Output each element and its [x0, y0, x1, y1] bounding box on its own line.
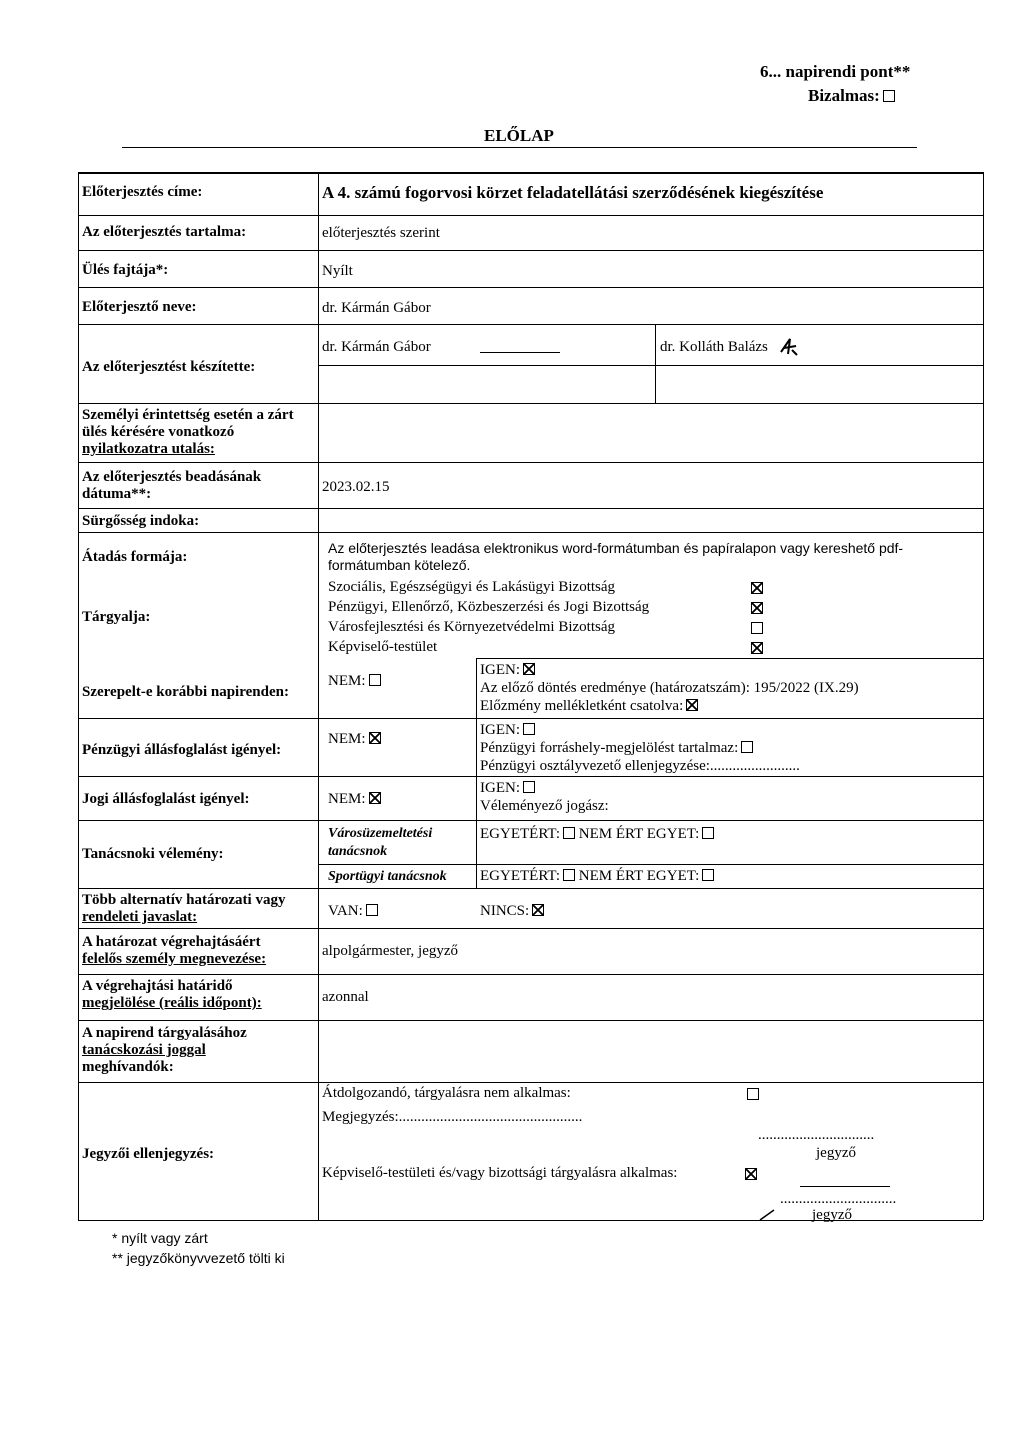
table-left-border	[78, 172, 79, 1220]
row-divider	[318, 864, 983, 865]
jogi-details: IGEN: Véleményező jogász:	[480, 780, 609, 814]
row-divider	[78, 1082, 983, 1083]
disagree-checkbox[interactable]	[702, 827, 714, 839]
tobb-van: VAN:	[328, 902, 378, 920]
ules-label: Ülés fajtája*:	[82, 262, 169, 278]
row-divider	[318, 365, 983, 366]
penzugyi-nem: NEM:	[328, 730, 381, 748]
jogi-nem: NEM:	[328, 790, 381, 808]
agenda-point: 6... napirendi pont**	[760, 62, 911, 81]
row-divider	[78, 462, 983, 463]
row-divider	[78, 215, 983, 216]
committee-item: Szociális, Egészségügyi és Lakásügyi Bizottság	[328, 579, 616, 595]
felelos-value: alpolgármester, jegyző	[322, 943, 459, 959]
van-checkbox[interactable]	[366, 904, 378, 916]
row-divider	[476, 658, 983, 659]
eloterjeszto-label: Előterjesztő neve:	[82, 299, 197, 315]
szerepelt-nem: NEM:	[328, 672, 381, 690]
atadas-label: Átadás formája:	[82, 549, 188, 565]
row-divider	[78, 776, 983, 777]
committee-checkbox[interactable]	[751, 622, 763, 634]
disagree-checkbox[interactable]	[702, 869, 714, 881]
signature-mark	[778, 336, 800, 358]
penzugyi-label: Pénzügyi állásfoglalást igényel:	[82, 742, 282, 758]
row-divider	[78, 718, 983, 719]
jegyzoi-alkalmas: Képviselő-testületi és/vagy bizottsági tárgyalásra alkalmas:	[322, 1165, 678, 1181]
surgosseg-label: Sürgősség indoka:	[82, 513, 200, 529]
row-divider	[78, 324, 983, 325]
nem-checkbox[interactable]	[369, 792, 381, 804]
committee-item: Városfejlesztési és Környezetvédelmi Bizottság	[328, 619, 615, 635]
tartalma-value: előterjesztés szerint	[322, 225, 440, 241]
igen-checkbox[interactable]	[523, 781, 535, 793]
table-right-border	[983, 172, 984, 1220]
committee-checkbox[interactable]	[751, 602, 763, 614]
confidential-checkbox[interactable]	[883, 90, 895, 102]
tartalma-label: Az előterjesztés tartalma:	[82, 224, 247, 240]
cime-label: Előterjesztés címe:	[82, 184, 203, 200]
tanacsnok-sportugyi: Sportügyi tanácsnok	[328, 869, 447, 884]
tanacsnok-varosuzemeltetesi: Városüzemeltetési tanácsnok	[328, 826, 433, 859]
tobb-label: Több alternatív határozati vagy rendeleti javaslat:	[82, 892, 286, 925]
jegyzoi-label: Jegyzői ellenjegyzés:	[82, 1146, 215, 1162]
jogi-label: Jogi állásfoglalást igényel:	[82, 791, 250, 807]
footnote-2: ** jegyzőkönyvvezető tölti ki	[112, 1250, 285, 1266]
tobb-nincs: NINCS:	[480, 902, 544, 920]
ules-value: Nyílt	[322, 263, 353, 279]
committee-list	[328, 578, 738, 658]
alkalmas-checkbox[interactable]	[745, 1168, 757, 1180]
row-divider	[78, 403, 983, 404]
signature-dots-2: ...............................	[780, 1191, 897, 1207]
tanacsnok-2-opinion: EGYETÉRT: NEM ÉRT EGYET:	[480, 867, 714, 885]
row-divider	[78, 820, 983, 821]
footnote-1: * nyílt vagy zárt	[112, 1230, 208, 1246]
tanacsnok-1-opinion: EGYETÉRT: NEM ÉRT EGYET:	[480, 825, 714, 843]
atdolgozando-checkbox[interactable]	[747, 1088, 759, 1100]
funding-checkbox[interactable]	[741, 741, 753, 753]
committee-item: Képviselő-testület	[328, 639, 438, 655]
row-divider	[78, 928, 983, 929]
jegyzoi-atdolgozando: Átdolgozandó, tárgyalásra nem alkalmas:	[322, 1085, 571, 1101]
row-divider	[78, 508, 983, 509]
hatarido-label: A végrehajtási határidő megjelölése (reális időpont):	[82, 978, 262, 1011]
targyalja-label: Tárgyalja:	[82, 609, 151, 625]
keszitette-value-2: dr. Kolláth Balázs	[660, 339, 768, 355]
atadas-value: Az előterjesztés leadása elektronikus word-formátumban és papíralapon vagy kereshető pdf- formátumban kötelező.	[328, 540, 904, 573]
tanacsnoki-label: Tanácsnoki vélemény:	[82, 846, 224, 862]
beadas-label: Az előterjesztés beadásának dátuma**:	[82, 469, 262, 502]
beadas-value: 2023.02.15	[322, 479, 390, 495]
attachment-checkbox[interactable]	[686, 699, 698, 711]
nem-checkbox[interactable]	[369, 674, 381, 686]
row-divider	[78, 250, 983, 251]
agree-checkbox[interactable]	[563, 869, 575, 881]
page-title: ELŐLAP	[484, 126, 554, 145]
signature-dots-1: ...............................	[758, 1127, 875, 1143]
confidential-label: Bizalmas:	[808, 86, 895, 106]
szerepelt-details: IGEN: Az előző döntés eredménye (határozatszám): 195/2022 (IX.29) Előzmény mellékletként csatolva:	[480, 662, 859, 714]
row-divider	[78, 532, 983, 533]
eloterjeszto-value: dr. Kármán Gábor	[322, 300, 431, 316]
meghivandok-label: A napirend tárgyalásához tanácskozási joggal meghívandók:	[82, 1025, 247, 1075]
agree-checkbox[interactable]	[563, 827, 575, 839]
igen-checkbox[interactable]	[523, 723, 535, 735]
signature-line	[800, 1186, 890, 1187]
row-divider	[78, 974, 983, 975]
column-divider	[655, 324, 656, 403]
keszitette-value-1: dr. Kármán Gábor	[322, 339, 431, 355]
jegyzoi-megjegyzes: Megjegyzés:.................................................	[322, 1109, 583, 1125]
row-divider	[78, 1020, 983, 1021]
nincs-checkbox[interactable]	[532, 904, 544, 916]
signature-line	[480, 352, 560, 353]
signature-label-1: jegyző	[816, 1145, 856, 1161]
keszitette-label: Az előterjesztést készítette:	[82, 359, 256, 375]
column-divider	[476, 658, 477, 888]
szemelyi-label: Személyi érintettség esetén a zárt ülés kérésére vonatkozó nyilatkozatra utalás:	[82, 407, 294, 457]
igen-checkbox[interactable]	[523, 663, 535, 675]
row-divider	[78, 287, 983, 288]
committee-checkbox[interactable]	[751, 582, 763, 594]
signature-stroke	[758, 1208, 778, 1222]
title-divider	[122, 147, 917, 148]
table-top-border	[78, 172, 983, 174]
cime-value: A 4. számú fogorvosi körzet feladatellátási szerződésének kiegészítése	[322, 183, 824, 202]
hatarido-value: azonnal	[322, 989, 369, 1005]
signature-label-2: jegyző	[812, 1207, 852, 1223]
row-divider	[78, 888, 983, 889]
nem-checkbox[interactable]	[369, 732, 381, 744]
penzugyi-details: IGEN: Pénzügyi forráshely-megjelölést tartalmaz: Pénzügyi osztályvezető ellenjegyzése:........................	[480, 722, 800, 774]
committee-checkbox[interactable]	[751, 642, 763, 654]
szerepelt-label: Szerepelt-e korábbi napirenden:	[82, 684, 289, 700]
column-divider	[318, 172, 319, 1220]
committee-item: Pénzügyi, Ellenőrző, Közbeszerzési és Jogi Bizottság	[328, 599, 650, 615]
felelos-label: A határozat végrehajtásáért felelős személy megnevezése:	[82, 934, 267, 967]
